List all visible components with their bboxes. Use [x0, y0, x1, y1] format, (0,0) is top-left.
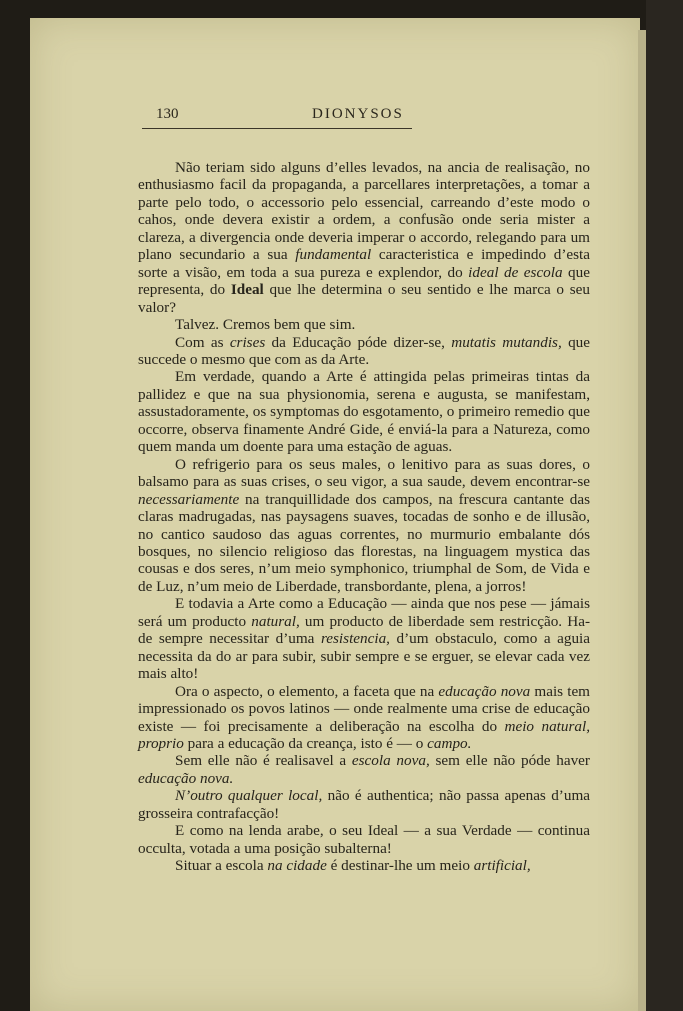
paragraph [138, 683, 590, 753]
text-run: Com as [175, 333, 230, 351]
text-run: E todavia a Arte como a Educação — ainda que nos pese — jámais será um producto [138, 595, 590, 630]
body-text [138, 159, 590, 875]
text-run: um producto de liberdade sem restricção. Ha-de sempre necessitar d’uma [138, 612, 591, 648]
text-run: campo. [427, 734, 472, 752]
text-run: necessariamente [138, 490, 240, 508]
text-run: não é authentica; não passa apenas d’uma grosseira contrafacção! [138, 787, 590, 822]
text-run: da Educação póde dizer-se, [265, 333, 452, 351]
text-run: fundamental [295, 246, 372, 264]
running-header [142, 106, 412, 129]
text-run: Sem elle não é realisavel a [175, 752, 352, 770]
text-run: educação nova. [138, 769, 234, 787]
text-run: ideal de escola [468, 263, 563, 281]
page-number: 130 [156, 106, 179, 122]
text-run: sem elle não póde haver [429, 752, 590, 770]
text-run: na tranquillidade dos campos, na frescura cantante das claras madrugadas, nas paysagens suaves, tocadas de sonho e de illusão, no cantico saudoso das aguas correntes, no murmurio embalante dós bosques, no silencio religioso das florestas, na linguagem mystica das cousas e dos seres, n’um meio symphonico, triumphal de Som, de Vida e de Luz, n’um meio de Liberdade, transbordante, plena, a jorros! [138, 490, 590, 595]
paragraph [138, 334, 590, 369]
text-run: Em verdade, quando a Arte é attingida pelas primeiras tintas da pallidez e que na sua physionomia, serena e augusta, se manifestam, assustadoramente, os symptomas do esgotamento, o primeiro remedio que occorre, observa finamente André Gide, é enviá-la para a Natureza, como quem manda um doente para uma estação de aguas. [138, 368, 590, 456]
paragraph [138, 752, 590, 787]
paragraph [138, 857, 590, 874]
paragraph [138, 595, 590, 682]
running-title: DIONYSOS [312, 106, 404, 122]
text-run: é destinar-lhe um meio [326, 857, 474, 875]
text-run: Ideal [230, 281, 264, 299]
text-run: que succede o mesmo que com as da Arte. [138, 333, 591, 368]
text-run: d’um obstaculo, como a aguia necessita da do ar para subir, subir sempre e se erguer, se elevar cada vez mais alto! [138, 630, 590, 683]
text-run: O refrigerio para os seus males, o lenitivo para as suas dores, o balsamo para as suas crises, o seu vigor, a sua saude, devem encontrar-se [138, 455, 590, 491]
text-run: caracteristica e impedindo d’esta sorte a visão, em toda a sua pureza e explendor, do [138, 246, 591, 281]
paragraph [138, 368, 590, 455]
text-run: escola nova, [351, 752, 430, 770]
text-run: Situar a escola [175, 857, 268, 875]
page-edge [638, 30, 646, 1011]
text-run: Não teriam sido alguns d’elles levados, na ancia de realisação, no enthusiasmo facil da propaganda, a parcellares interpretações, a tomar a parte pelo todo, o accessorio pelo essencial, carreando d’este modo o cahos, onde devera existir a ordem, a confusão onde seria mister a clareza, a divergencia onde deveria imperar o accordo, relegando para um plano secundario a sua [138, 159, 590, 264]
text-run: educação nova [438, 682, 531, 700]
scan-border [646, 0, 683, 1011]
text-run: N’outro qualquer local, [175, 787, 323, 805]
text-run: Ora o aspecto, o elemento, a faceta que na [175, 682, 439, 700]
paragraph [138, 316, 590, 333]
text-run: meio natural, proprio [138, 717, 590, 752]
text-run: mutatis mutandis, [451, 333, 562, 351]
text-run: artificial, [473, 857, 531, 875]
text-run: que lhe determina o seu sentido e lhe marca o seu valor? [138, 281, 590, 316]
paragraph [138, 822, 590, 857]
text-run: natural, [251, 612, 300, 630]
text-run: Talvez. Cremos bem que sim. [175, 316, 356, 334]
paragraph [138, 159, 590, 316]
text-run: para a educação da creança, isto é — o [183, 734, 428, 752]
text-run: resistencia, [320, 630, 390, 648]
text-run: que representa, do [138, 263, 590, 299]
text-run: E como na lenda arabe, o seu Ideal — a sua Verdade — continua occulta, votada a uma posição subalterna! [138, 822, 590, 857]
text-run: crises [229, 333, 266, 351]
text-run: mais tem impressionado os povos latinos — onde realmente uma crise de educação existe — foi precisamente a deliberação na escolha do [138, 682, 590, 735]
text-run: na cidade [267, 857, 327, 875]
paragraph [138, 787, 590, 822]
paragraph [138, 456, 590, 596]
